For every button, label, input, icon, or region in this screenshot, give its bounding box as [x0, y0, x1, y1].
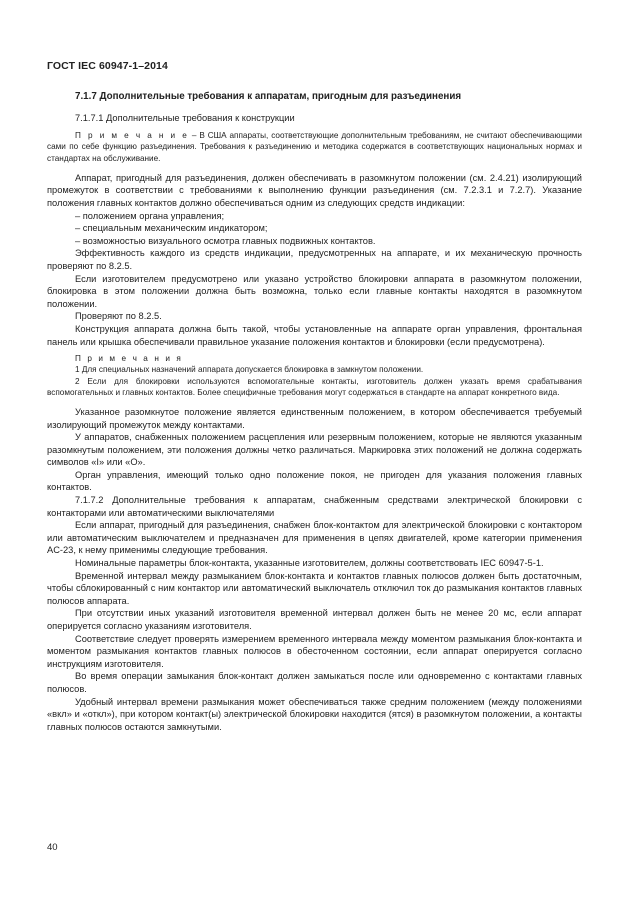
list-item: – специальным механическим индикатором; — [75, 223, 268, 234]
list-item: – возможностью визуального осмотра главных подвижных контактов. — [75, 235, 376, 246]
note-text: – В США аппараты, соответствующие дополнительным требованиям, не считают обеспечивающими сами по себе функцию разъединения. Требования к разъединению и методика содержатся в соответствующих национальных нормах и стандартах на обслуживание. — [47, 131, 582, 163]
paragraph: Орган управления, имеющий только одно положение покоя, не пригоден для указания положения главных контактов. — [47, 469, 582, 493]
paragraph: Конструкция аппарата должна быть такой, чтобы установленные на аппарате орган управления, фронтальная панель или крышка обеспечивали правильное указание положения контактов и блокировки (если предусмотрена). — [47, 323, 582, 347]
document-header: ГОСТ IEC 60947-1–2014 — [47, 60, 168, 72]
paragraph: Проверяют по 8.2.5. — [75, 311, 162, 322]
indication-list — [47, 210, 582, 248]
paragraph: Временной интервал между размыканием блок-контакта и контактов главных полюсов должен быть достаточным, чтобы сблокированный с ним контактор или автоматический выключатель отключил ток до размыкания контактов главных полюсов аппарата. — [47, 570, 582, 606]
paragraph: Соответствие следует проверять измерением временного интервала между моментом размыкания блок-контакта и моментом размыкания контактов главных полюсов в обесточенном состоянии, если аппарат оперируется согласно инструкциям изготовителя. — [47, 633, 582, 669]
paragraph: Удобный интервал времени размыкания может обеспечиваться также средним положением (между положениями «вкл» и «откл»), при котором контакт(ы) электрической блокировки находится (ятся) в разомкнутом положении, а контакты главных полюсов остаются замкнутыми. — [47, 696, 582, 732]
note-usa — [47, 130, 582, 164]
subsection-heading-7-1-7-1: 7.1.7.1 Дополнительные требования к конструкции — [75, 112, 295, 123]
list-item: – положением органа управления; — [75, 210, 225, 221]
note-item: 1 Для специальных назначений аппарата допускается блокировка в замкнутом положении. — [75, 365, 424, 375]
paragraph: Если аппарат, пригодный для разъединения, снабжен блок-контактом для электрической блокировки с контактором или автоматическим выключателем и предназначен для применения в цепях двигателей, кроме категории применения AC-23, к нему применимы следующие требования. — [47, 520, 582, 556]
paragraph: Во время операции замыкания блок-контакт должен замыкаться после или одновременно с контактами главных полюсов. — [47, 671, 582, 694]
paragraph: Эффективность каждого из средств индикации, предусмотренных на аппарате, и их механическую прочность проверяют по 8.2.5. — [47, 248, 582, 271]
subsection-heading-7-1-7-2: 7.1.7.2 Дополнительные требования к аппаратам, снабженным средствами электрической блокировки с контакторами или автоматическими выключателями — [47, 495, 582, 518]
paragraph: Указанное разомкнутое положение является единственным положением, в котором обеспечивается требуемый изолирующий промежуток между контактами. — [47, 406, 582, 430]
notes-label: П р и м е ч а н и я — [75, 354, 183, 364]
page-number: 40 — [47, 842, 58, 853]
paragraph: У аппаратов, снабженных положением расцепления или резервным положением, которые не являются указанным разомкнутым положением, эти положения должны четко различаться. Маркировка этих положений не должна содержать символов «I» или «O». — [47, 432, 582, 468]
paragraph: Номинальные параметры блок-контакта, указанные изготовителем, должны соответствовать IEC 60947-5-1. — [75, 558, 544, 569]
page-content — [47, 91, 582, 733]
paragraph: При отсутствии иных указаний изготовителя временной интервал должен быть не менее 20 мс, если аппарат оперируется согласно указаниям изготовителя. — [47, 608, 582, 632]
paragraph: Аппарат, пригодный для разъединения, должен обеспечивать в разомкнутом положении (см. 2.4.21) изолирующий промежуток в соответствии с требованиями к выполнению функции разъединения (см. 7.2.3.1 и 7.2.7). Указание положения главных контактов должно обеспечиваться одним из следующих средств индикации: — [47, 172, 582, 208]
paragraph: Если изготовителем предусмотрено или указано устройство блокировки аппарата в разомкнутом положении, блокировка в этом положении должна быть возможна, только если главные контакты находятся в разомкнутом положении. — [47, 273, 582, 309]
section-heading-7-1-7: 7.1.7 Дополнительные требования к аппаратам, пригодным для разъединения — [75, 91, 462, 102]
note-item: 2 Если для блокировки используются вспомогательные контакты, изготовитель должен указать время срабатывания вспомогательных и главных контактов. Более специфичные требования могут содержаться в стандарте на аппарат конкретного вида. — [47, 376, 582, 397]
note-label: П р и м е ч а н и е — [75, 131, 189, 141]
